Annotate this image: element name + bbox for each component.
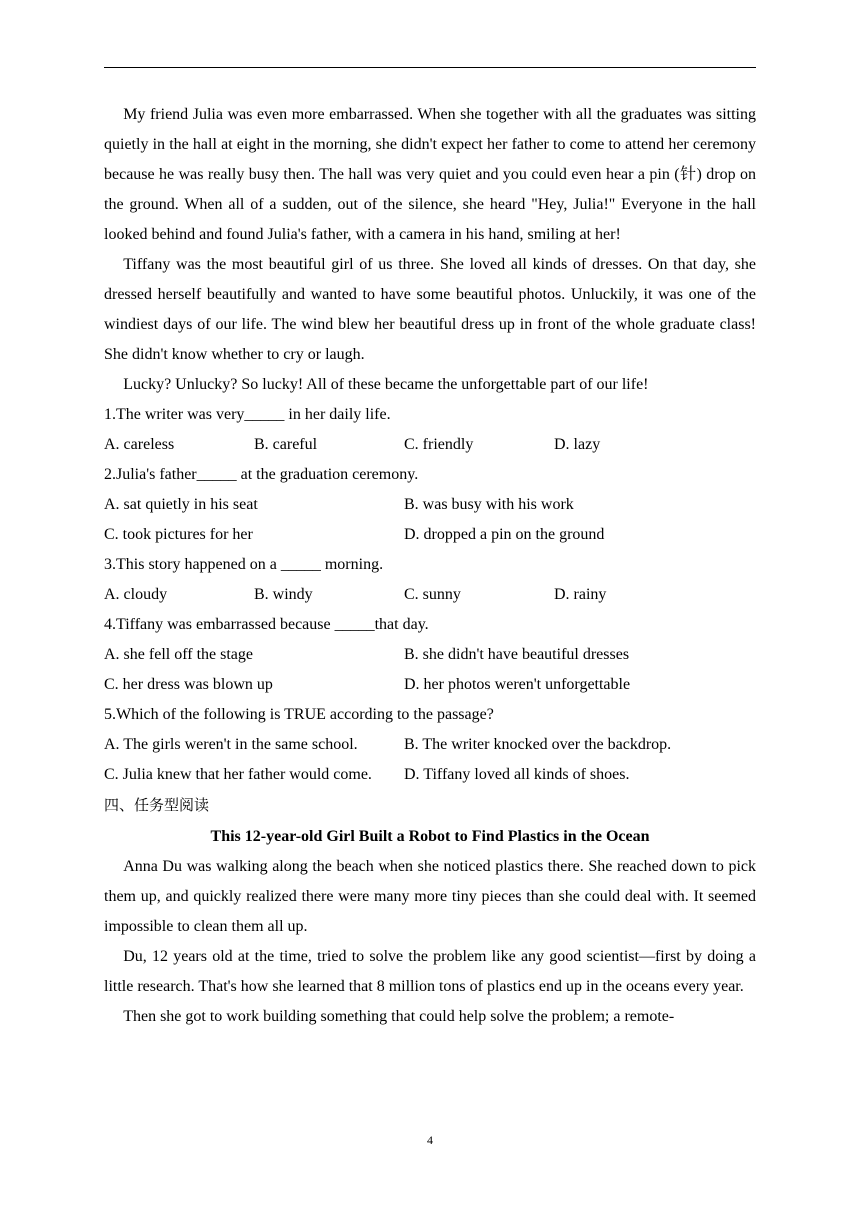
- paragraph: Du, 12 years old at the time, tried to solve the problem like any good scientist—first by doing a little research. That's how she learned that 8 million tons of plastics end up in the oceans every year.: [104, 948, 756, 995]
- option: B. The writer knocked over the backdrop.: [404, 736, 672, 753]
- option: B. careful: [254, 436, 318, 453]
- option: A. sat quietly in his seat: [104, 496, 258, 513]
- article-title: This 12-year-old Girl Built a Robot to Find Plastics in the Ocean: [210, 828, 650, 845]
- question-stem: 2.Julia's father_____ at the graduation ceremony.: [104, 466, 419, 483]
- paragraph: Anna Du was walking along the beach when she noticed plastics there. She reached down to pick them up, and quickly realized there were many more tiny pieces than she could deal with. It seemed impossible to clean them all up.: [104, 858, 756, 935]
- option: D. rainy: [554, 586, 607, 603]
- question-stem: 1.The writer was very_____ in her daily life.: [104, 406, 391, 423]
- option: C. her dress was blown up: [104, 676, 273, 693]
- paragraph: Lucky? Unlucky? So lucky! All of these became the unforgettable part of our life!: [123, 376, 649, 393]
- option: A. she fell off the stage: [104, 646, 253, 663]
- option: D. dropped a pin on the ground: [404, 526, 605, 543]
- question-stem: 5.Which of the following is TRUE according to the passage?: [104, 706, 494, 723]
- page-number: 4: [427, 1133, 433, 1147]
- option: C. friendly: [404, 436, 474, 453]
- option: D. lazy: [554, 436, 601, 453]
- question-stem: 4.Tiffany was embarrassed because _____that day.: [104, 616, 429, 633]
- question-options: [104, 640, 756, 700]
- option: C. Julia knew that her father would come.: [104, 766, 372, 783]
- option: A. cloudy: [104, 586, 168, 603]
- question-options: [104, 580, 756, 610]
- paragraph: Tiffany was the most beautiful girl of us three. She loved all kinds of dresses. On that day, she dressed herself beautifully and wanted to have some beautiful photos. Unluckily, it was one of the windiest days of our life. The wind blew her beautiful dress up in front of the whole graduate class! She didn't know whether to cry or laugh.: [104, 256, 756, 363]
- section-heading: 四、任务型阅读: [104, 796, 210, 814]
- paragraph: My friend Julia was even more embarrassed. When she together with all the graduates was sitting quietly in the hall at eight in the morning, she didn't expect her father to come to attend her ceremony because he was really busy then. The hall was very quiet and you could even hear a pin (针) drop on the ground. When all of a sudden, out of the silence, she heard "Hey, Julia!" Everyone in the hall looked behind and found Julia's father, with a camera in his hand, smiling at her!: [104, 106, 756, 243]
- document-body: [104, 100, 756, 1032]
- option: A. The girls weren't in the same school.: [104, 736, 358, 753]
- option: B. was busy with his work: [404, 496, 574, 513]
- question-stem: 3.This story happened on a _____ morning.: [104, 556, 384, 573]
- option: C. sunny: [404, 586, 461, 603]
- option: A. careless: [104, 436, 175, 453]
- option: D. Tiffany loved all kinds of shoes.: [404, 766, 630, 783]
- option: B. windy: [254, 586, 313, 603]
- question-options: [104, 730, 756, 790]
- option: B. she didn't have beautiful dresses: [404, 646, 630, 663]
- option: D. her photos weren't unforgettable: [404, 676, 631, 693]
- option: C. took pictures for her: [104, 526, 253, 543]
- header-rule: [104, 67, 756, 68]
- paragraph: Then she got to work building something that could help solve the problem; a remote-: [123, 1008, 675, 1025]
- question-options: [104, 490, 756, 550]
- question-options: [104, 430, 756, 460]
